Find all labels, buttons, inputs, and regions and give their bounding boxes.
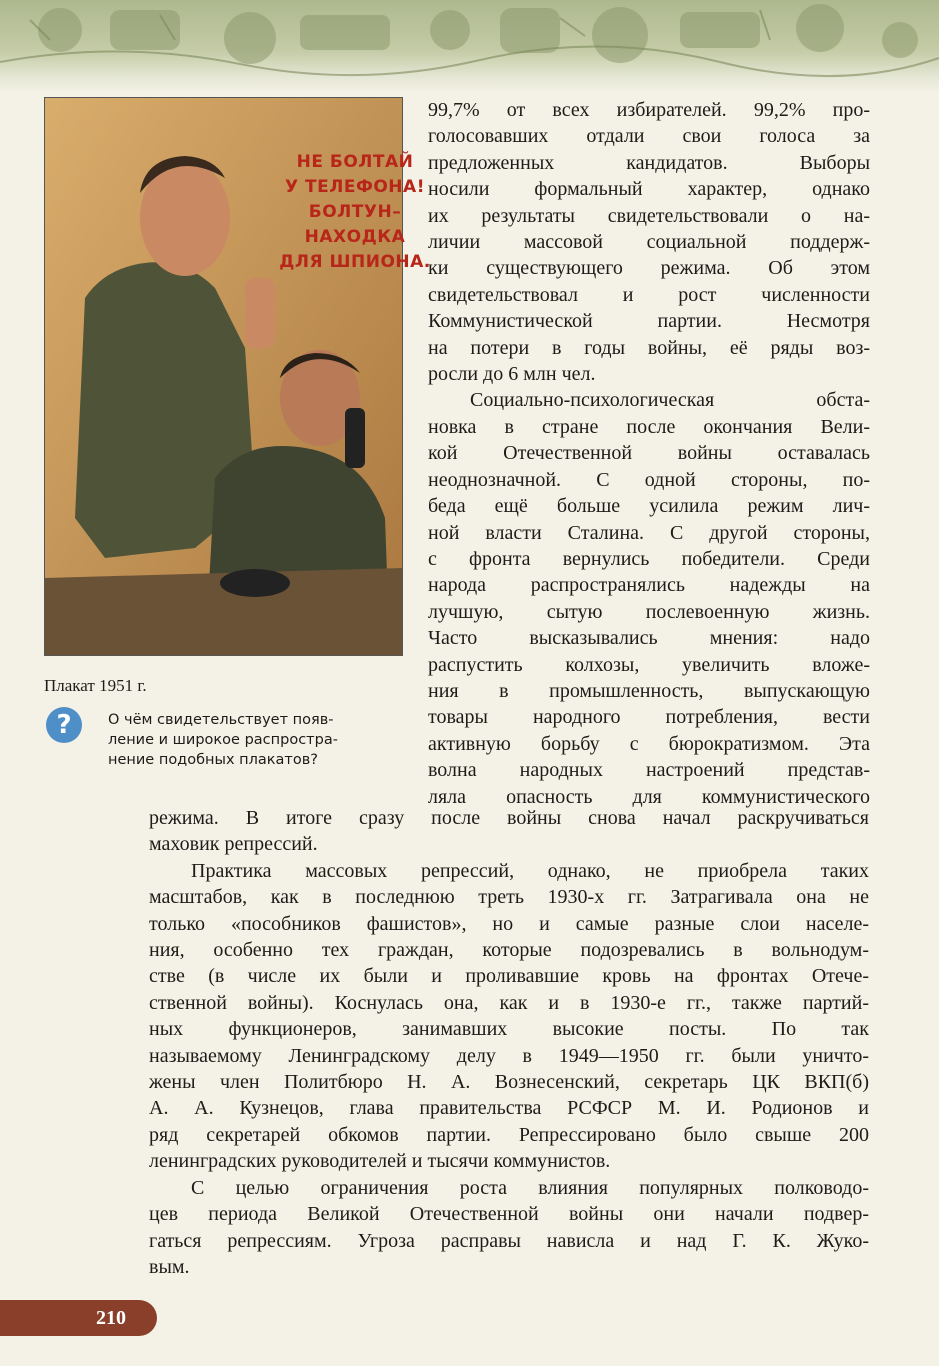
poster-slogan-line: ДЛЯ ШПИОНА.	[279, 252, 431, 272]
text-line: на потери в годы войны, её ряды воз-	[428, 336, 870, 359]
text-line: ния в промышленность, выпускающую	[428, 679, 870, 702]
question-line: О чём свидетельствует появ-	[108, 712, 334, 728]
question-text	[108, 710, 408, 770]
question-icon: ?	[46, 707, 82, 743]
text-line: росли до 6 млн чел.	[428, 363, 596, 386]
text-line: распустить колхозы, увеличить вложе-	[428, 653, 870, 676]
text-line: ной власти Сталина. С другой стороны,	[428, 521, 870, 544]
text-line: гаться репрессиям. Угроза расправы нависла и над Г. К. Жуко-	[149, 1229, 869, 1252]
text-line: цев периода Великой Отечественной войны они начали подвер-	[149, 1203, 869, 1226]
question-line: нение подобных плакатов?	[108, 752, 318, 768]
banner-ornament	[0, 0, 939, 92]
text-line: А. А. Кузнецов, глава правительства РСФСР М. И. Родионов и	[149, 1097, 869, 1120]
text-line: Коммунистической партии. Несмотря	[428, 310, 870, 333]
poster-slogan	[275, 150, 435, 275]
text-line: носили формальный характер, однако	[428, 178, 870, 201]
right-column-text	[428, 97, 870, 810]
question-line: ление и широкое распростра-	[108, 732, 338, 748]
full-width-text	[149, 805, 869, 1280]
poster-image	[44, 97, 431, 656]
text-line: 99,7% от всех избирателей. 99,2% про-	[428, 99, 870, 121]
page-number-tab	[0, 1300, 157, 1336]
text-line: только «пособников фашистов», но и самые разные слои населе-	[149, 912, 869, 935]
text-line: стве (в числе их были и проливавшие кровь на фронтах Отече-	[149, 965, 869, 988]
text-line: вым.	[149, 1255, 190, 1278]
decorative-header-banner	[0, 0, 939, 92]
text-line: волна народных настроений представ-	[428, 759, 870, 782]
text-line: лучшую, сытую послевоенную жизнь.	[428, 600, 870, 623]
text-line: кой Отечественной войны оставалась	[428, 442, 870, 465]
text-line: свидетельствовал и рост численности	[428, 283, 870, 306]
text-line: жены член Политбюро Н. А. Вознесенский, секретарь ЦК ВКП(б)	[149, 1071, 869, 1094]
text-line: беда ещё больше усилила режим лич-	[428, 495, 870, 518]
text-line: народа распространялись надежды на	[428, 574, 870, 597]
text-line: масштабов, как в последнюю треть 1930-х гг. Затрагивала она не	[149, 886, 869, 909]
text-line: Социально-психологическая обста-	[470, 389, 870, 412]
text-line: ки существующего режима. Об этом	[428, 257, 870, 280]
poster-slogan-line: НЕ БОЛТАЙ	[296, 152, 414, 172]
text-line: ляла опасность для коммунистического	[428, 785, 870, 808]
text-line: ственной войны). Коснулась она, как и в 1930-е гг., также партий-	[149, 991, 869, 1014]
page-number: 210	[96, 1307, 126, 1329]
text-line: их результаты свидетельствовали о на-	[428, 204, 870, 227]
text-line: активную борьбу с бюрократизмом. Эта	[428, 732, 870, 755]
text-line: режима. В итоге сразу после войны снова начал раскручиваться	[149, 807, 869, 829]
text-line: Часто высказывались мнения: надо	[428, 627, 870, 650]
text-line: называемому Ленинградскому делу в 1949—1950 гг. были уничто-	[149, 1044, 869, 1067]
text-line: голосовавших отдали свои голоса за	[428, 125, 870, 148]
text-line: с фронта вернулись победители. Среди	[428, 547, 870, 570]
text-line: маховик репрессий.	[149, 833, 318, 856]
poster-slogan-line: БОЛТУН–НАХОДКА	[304, 202, 406, 247]
text-line: предложенных кандидатов. Выборы	[428, 151, 870, 174]
text-line: С целью ограничения роста влияния популярных полководо-	[191, 1176, 869, 1199]
text-line: товары народного потребления, вести	[428, 706, 870, 729]
text-line: неоднозначной. С одной стороны, по-	[428, 468, 870, 491]
poster-slogan-line: У ТЕЛЕФОНА!	[285, 177, 425, 197]
text-line: новка в стране после окончания Вели-	[428, 415, 870, 438]
text-line: ния, особенно тех граждан, которые подозревались в вольнодум-	[149, 939, 869, 962]
text-line: личии массовой социальной поддерж-	[428, 231, 870, 254]
poster-caption: Плакат 1951 г.	[44, 676, 147, 695]
text-line: Практика массовых репрессий, однако, не приобрела таких	[191, 859, 869, 882]
text-line: ряд секретарей обкомов партии. Репрессировано было свыше 200	[149, 1123, 869, 1146]
text-line: ных функционеров, занимавших высокие посты. По так	[149, 1018, 869, 1041]
text-line: ленинградских руководителей и тысячи коммунистов.	[149, 1150, 611, 1173]
